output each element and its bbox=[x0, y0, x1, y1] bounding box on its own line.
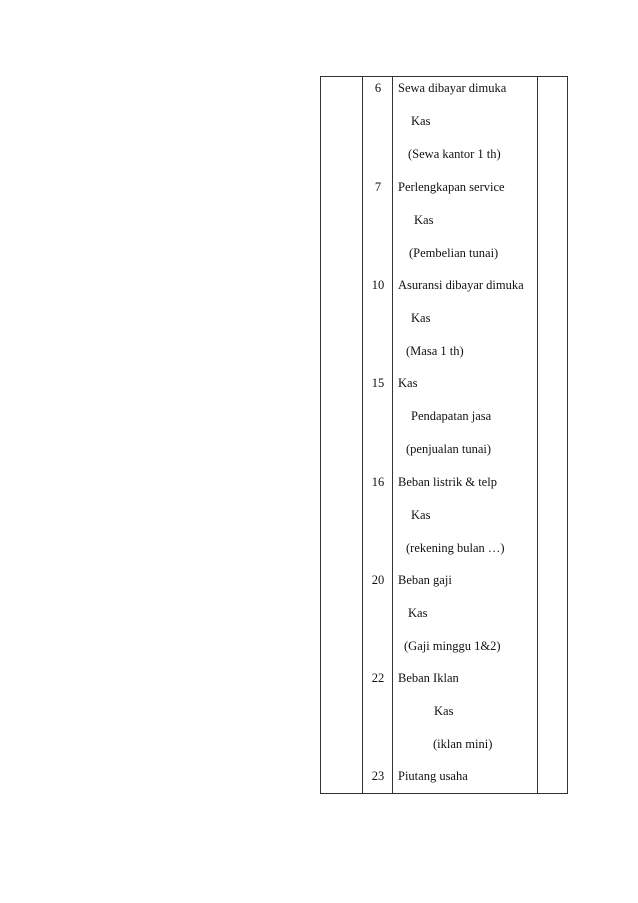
column-divider bbox=[537, 77, 538, 793]
credit-account: Kas bbox=[434, 704, 454, 718]
entry-date: 22 bbox=[371, 671, 385, 685]
entry-note: (Pembelian tunai) bbox=[409, 246, 499, 260]
entry-date: 23 bbox=[371, 769, 385, 783]
credit-account: Kas bbox=[408, 606, 428, 620]
credit-account: Pendapatan jasa bbox=[411, 409, 492, 423]
debit-account: Beban Iklan bbox=[398, 671, 459, 685]
credit-account: Kas bbox=[411, 114, 431, 128]
entry-date: 10 bbox=[371, 278, 385, 292]
entry-note: (rekening bulan …) bbox=[406, 541, 505, 555]
debit-account: Sewa dibayar dimuka bbox=[398, 81, 507, 95]
entry-note: (penjualan tunai) bbox=[406, 442, 492, 456]
entry-note: (iklan mini) bbox=[433, 737, 493, 751]
debit-account: Perlengkapan service bbox=[398, 180, 505, 194]
entry-note: (Masa 1 th) bbox=[406, 344, 464, 358]
journal-table bbox=[320, 76, 568, 794]
entry-date: 20 bbox=[371, 573, 385, 587]
debit-account: Kas bbox=[398, 376, 418, 390]
entry-date: 15 bbox=[371, 376, 385, 390]
entry-note: (Sewa kantor 1 th) bbox=[408, 147, 501, 161]
entry-date: 7 bbox=[374, 180, 382, 194]
entry-note: (Gaji minggu 1&2) bbox=[404, 639, 501, 653]
debit-account: Piutang usaha bbox=[398, 769, 468, 783]
debit-account: Beban listrik & telp bbox=[398, 475, 497, 489]
credit-account: Kas bbox=[411, 311, 431, 325]
debit-account: Beban gaji bbox=[398, 573, 452, 587]
entry-date: 6 bbox=[374, 81, 382, 95]
debit-account: Asuransi dibayar dimuka bbox=[398, 278, 524, 292]
credit-account: Kas bbox=[414, 213, 434, 227]
entry-date: 16 bbox=[371, 475, 385, 489]
credit-account: Kas bbox=[411, 508, 431, 522]
